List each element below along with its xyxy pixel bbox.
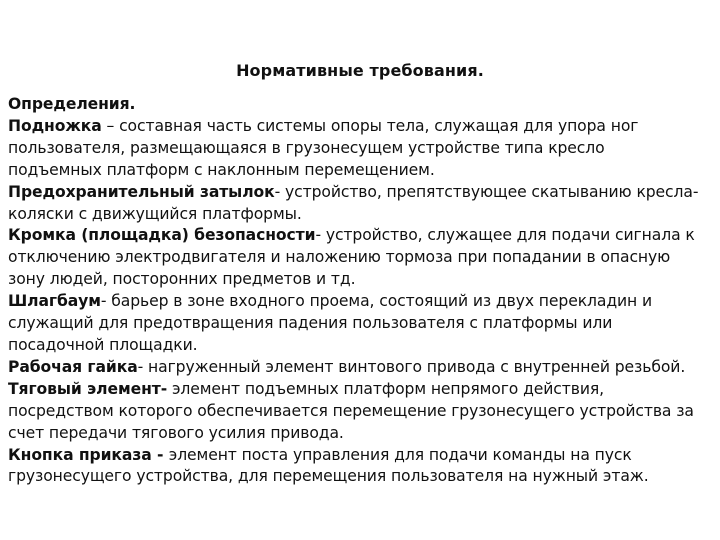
term-traction: Тяговый элемент- [8, 379, 168, 398]
definition-headrest-line-2: коляски с движущийся платформы. [8, 204, 302, 223]
definition-command-button-line-1 [8, 445, 714, 467]
definition-barrier-line-1 [8, 291, 714, 313]
definition-barrier-line-2: служащий для предотвращения падения пользователя с платформы или [8, 314, 613, 333]
term-work-nut: Рабочая гайка [8, 357, 138, 376]
definition-traction-line-3: счет передачи тягового усилия привода. [8, 423, 344, 442]
definition-footrest-text-1: – составная часть системы опоры тела, служащая для упора ног [101, 116, 639, 135]
definitions-body [8, 94, 714, 488]
definition-barrier-line-3: посадочной площадки. [8, 335, 198, 354]
definition-barrier-text-1: - барьер в зоне входного проема, состоящий из двух перекладин и [100, 292, 653, 311]
definition-command-button-line-2: грузонесущего устройства, для перемещения пользователя на нужный этаж. [8, 467, 649, 486]
definitions-heading: Определения. [8, 95, 136, 113]
definition-footrest-line-3: подъемных платформ с наклонным перемещением. [8, 160, 435, 179]
definition-traction-text-1: элемент подъемных платформ непрямого действия, [167, 379, 605, 398]
term-safety-edge: Кромка (площадка) безопасности [8, 226, 316, 245]
definition-safety-edge-line-1 [8, 225, 714, 247]
definition-traction-line-2: посредством которого обеспечивается перемещение грузонесущего устройства за [8, 401, 694, 420]
definition-footrest-line-2: пользователя, размещающаяся в грузонесущем устройстве типа кресло [8, 138, 605, 157]
definition-footrest-line-1 [8, 116, 714, 138]
definition-traction-line-1 [8, 379, 714, 401]
term-headrest: Предохранительный затылок [8, 182, 275, 201]
term-footrest: Подножка [8, 116, 102, 135]
definition-safety-edge-line-3: зону людей, посторонних предметов и тд. [8, 270, 356, 289]
definition-safety-edge-line-2: отключению электродвигателя и наложению тормоза при попадании в опасную [8, 248, 671, 267]
definition-headrest-line-1 [8, 182, 714, 204]
definition-work-nut-line-1 [8, 357, 714, 379]
definition-safety-edge-text-1: - устройство, служащее для подачи сигнала к [315, 226, 695, 245]
definition-work-nut-text-1: - нагруженный элемент винтового привода с внутренней резьбой. [137, 357, 686, 376]
term-barrier: Шлагбаум [8, 292, 101, 311]
definition-command-button-text-1: элемент поста управления для подачи команды на пуск [168, 445, 632, 464]
definition-headrest-text-1: - устройство, препятствующее скатыванию кресла- [274, 182, 699, 201]
term-command-button: Кнопка приказа - [8, 445, 169, 464]
page-title: Нормативные требования. [236, 61, 484, 80]
